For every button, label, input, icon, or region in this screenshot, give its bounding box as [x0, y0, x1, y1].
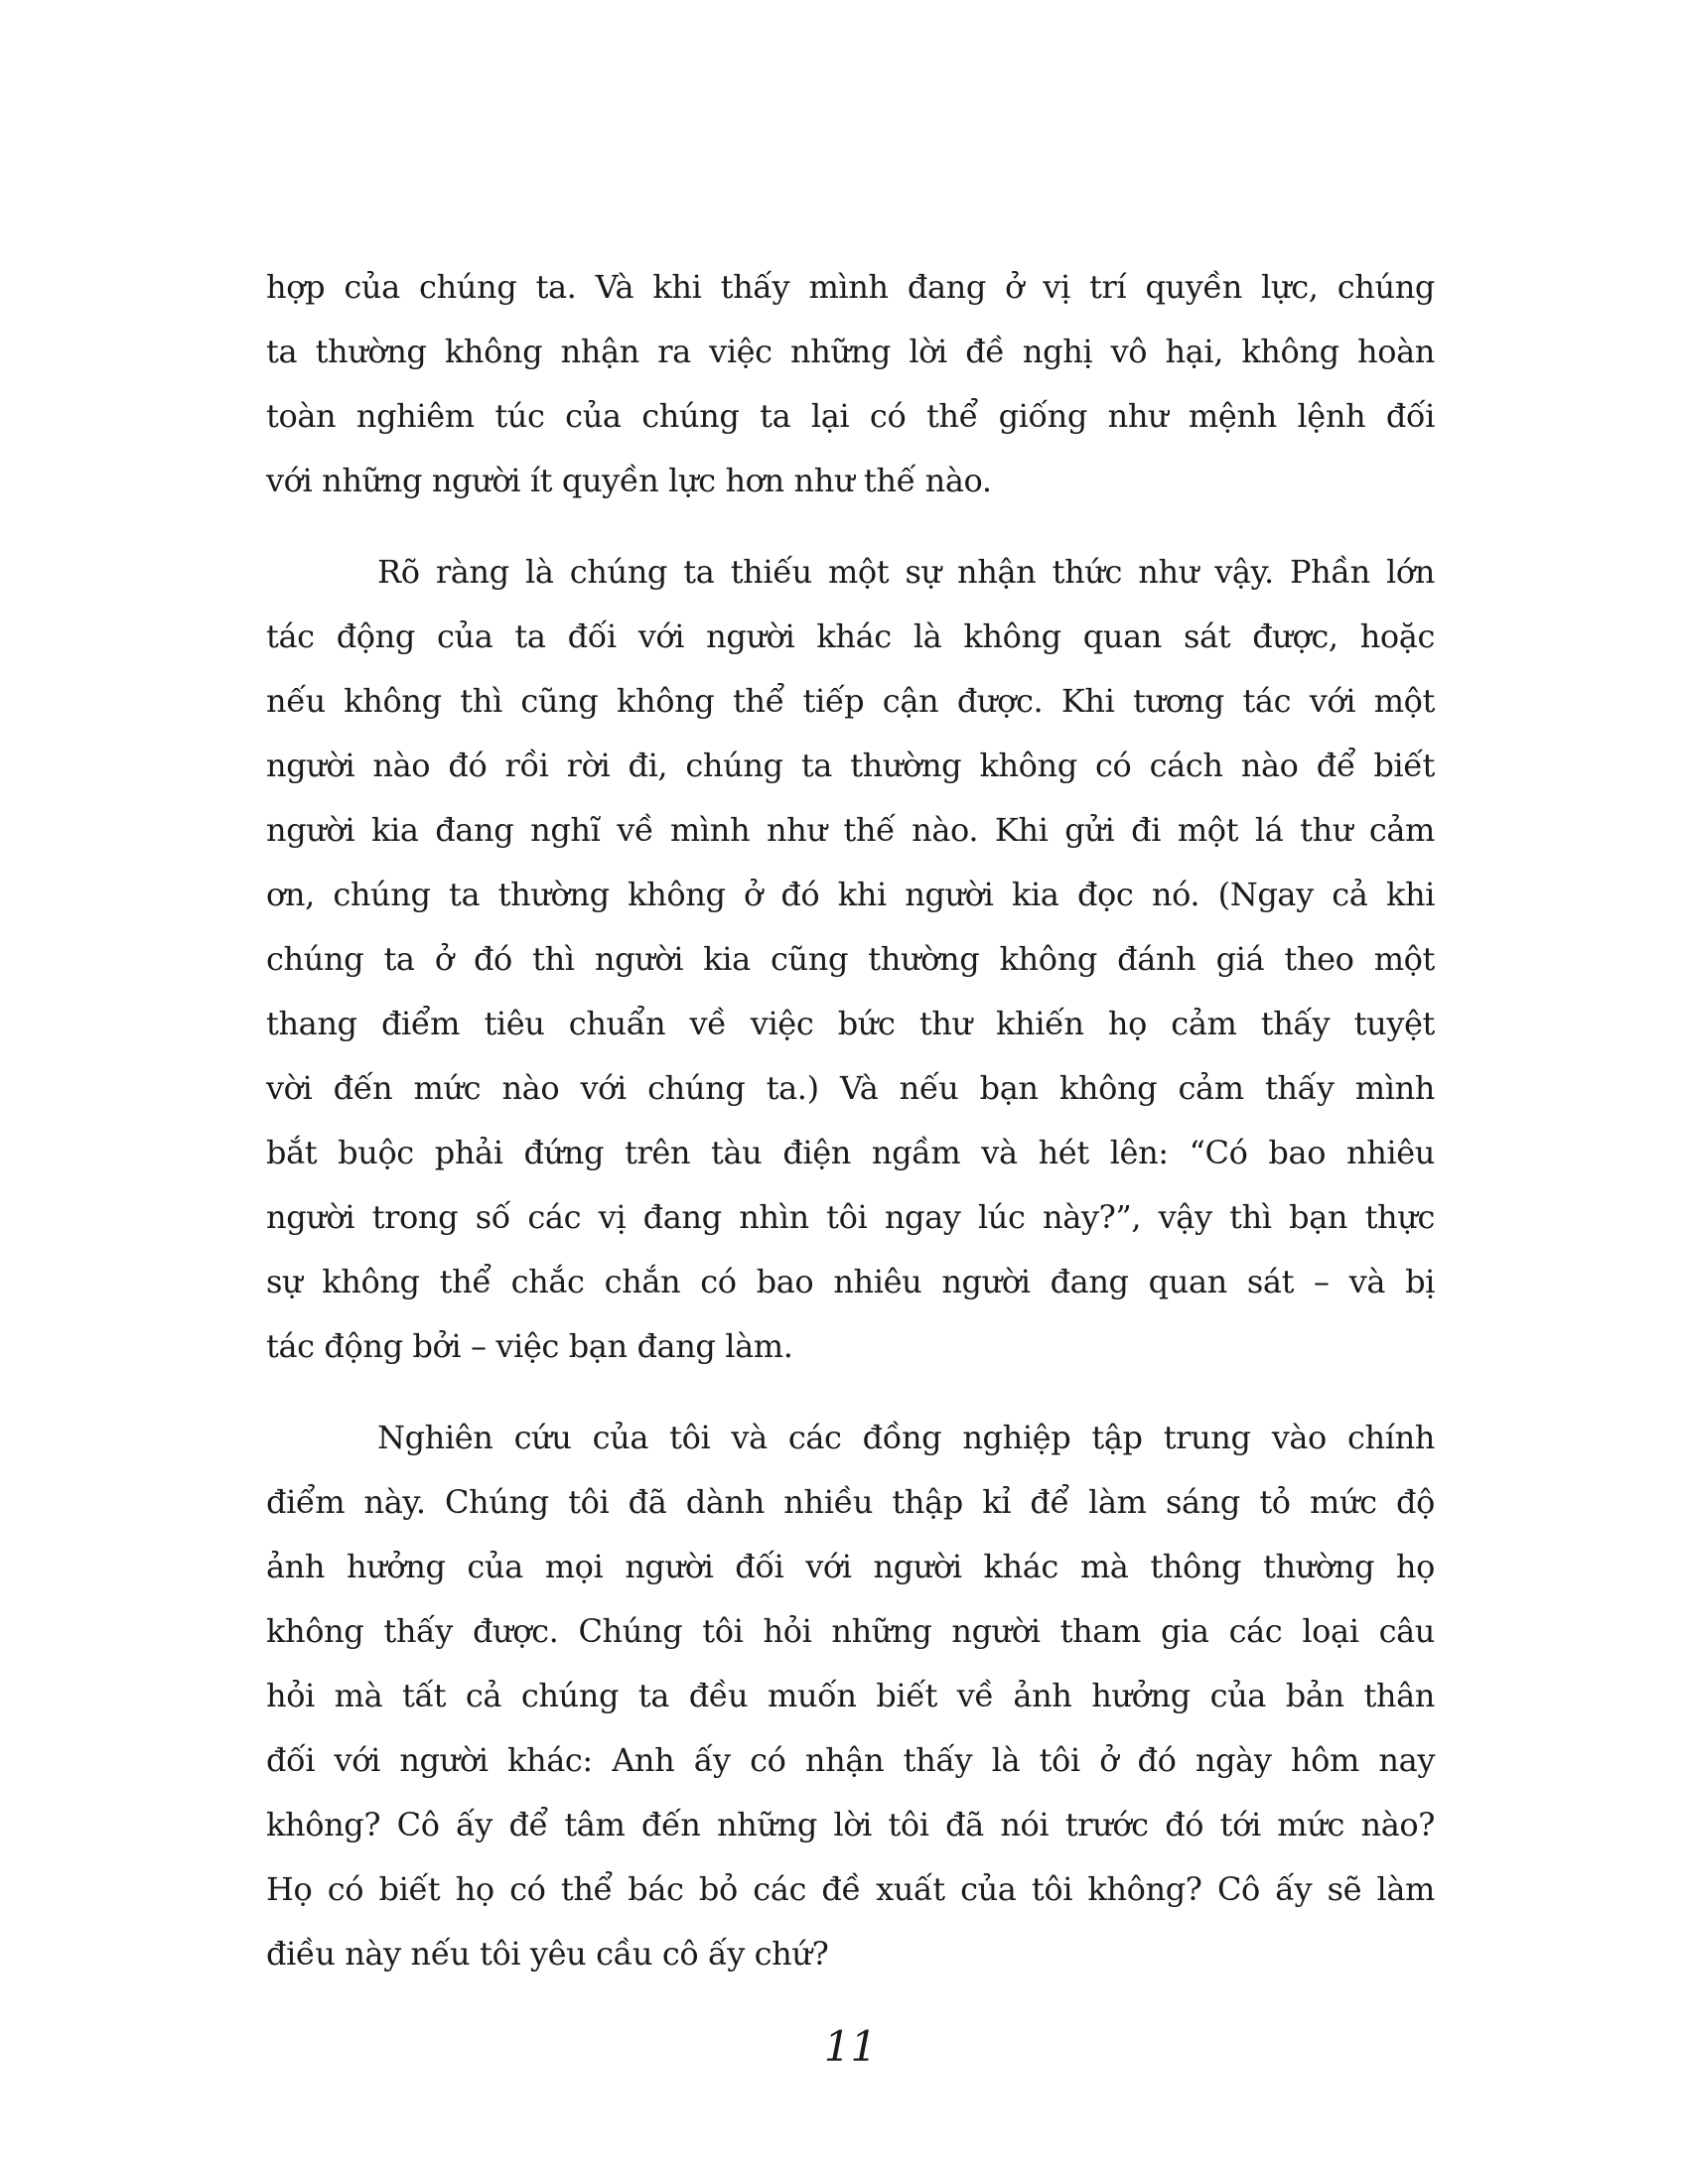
- text-line: không? Cô ấy để tâm đến những lời tôi đã nói trước đó tới mức nào?: [266, 1806, 1435, 1843]
- text-line: hợp của chúng ta. Và khi thấy mình đang ở vị trí quyền lực, chúng: [266, 268, 1435, 306]
- text-line: Rõ ràng là chúng ta thiếu một sự nhận thức như vậy. Phần lớn: [377, 553, 1435, 591]
- text-line: người trong số các vị đang nhìn tôi ngay lúc này?”, vậy thì bạn thực: [266, 1198, 1435, 1236]
- text-line: người kia đang nghĩ về mình như thế nào. Khi gửi đi một lá thư cảm: [266, 811, 1435, 849]
- text-line: chúng ta ở đó thì người kia cũng thường không đánh giá theo một: [266, 940, 1435, 978]
- text-line: tác động của ta đối với người khác là không quan sát được, hoặc: [266, 617, 1435, 655]
- text-line: tác động bởi – việc bạn đang làm.: [266, 1327, 793, 1365]
- paragraph-3: [266, 1406, 1435, 1986]
- text-line: nếu không thì cũng không thể tiếp cận được. Khi tương tác với một: [266, 682, 1435, 720]
- text-line: ơn, chúng ta thường không ở đó khi người kia đọc nó. (Ngay cả khi: [266, 876, 1435, 913]
- text-line: không thấy được. Chúng tôi hỏi những người tham gia các loại câu: [266, 1612, 1435, 1650]
- text-line: ảnh hưởng của mọi người đối với người khác mà thông thường họ: [266, 1548, 1435, 1585]
- text-line: người nào đó rồi rời đi, chúng ta thường không có cách nào để biết: [266, 747, 1435, 784]
- page-number: 11: [823, 2022, 878, 2071]
- text-line: Họ có biết họ có thể bác bỏ các đề xuất của tôi không? Cô ấy sẽ làm: [266, 1870, 1435, 1908]
- text-line: với những người ít quyền lực hơn như thế nào.: [266, 462, 992, 499]
- text-line: thang điểm tiêu chuẩn về việc bức thư khiến họ cảm thấy tuyệt: [266, 1005, 1435, 1042]
- text-line: toàn nghiêm túc của chúng ta lại có thể giống như mệnh lệnh đối: [266, 397, 1435, 435]
- text-block: [266, 255, 1435, 1986]
- paragraph-2: [266, 540, 1435, 1379]
- text-line: hỏi mà tất cả chúng ta đều muốn biết về ảnh hưởng của bản thân: [266, 1677, 1435, 1714]
- text-line: vời đến mức nào với chúng ta.) Và nếu bạn không cảm thấy mình: [266, 1069, 1435, 1107]
- paragraph-1: [266, 255, 1435, 513]
- text-line: bắt buộc phải đứng trên tàu điện ngầm và hét lên: “Có bao nhiêu: [266, 1134, 1435, 1171]
- text-line: đối với người khác: Anh ấy có nhận thấy là tôi ở đó ngày hôm nay: [266, 1741, 1435, 1779]
- text-line: điều này nếu tôi yêu cầu cô ấy chứ?: [266, 1935, 829, 1973]
- text-line: sự không thể chắc chắn có bao nhiêu người đang quan sát – và bị: [266, 1263, 1435, 1300]
- text-line: Nghiên cứu của tôi và các đồng nghiệp tập trung vào chính: [377, 1419, 1435, 1456]
- text-line: điểm này. Chúng tôi đã dành nhiều thập kỉ để làm sáng tỏ mức độ: [266, 1483, 1435, 1521]
- text-line: ta thường không nhận ra việc những lời đề nghị vô hại, không hoàn: [266, 333, 1435, 370]
